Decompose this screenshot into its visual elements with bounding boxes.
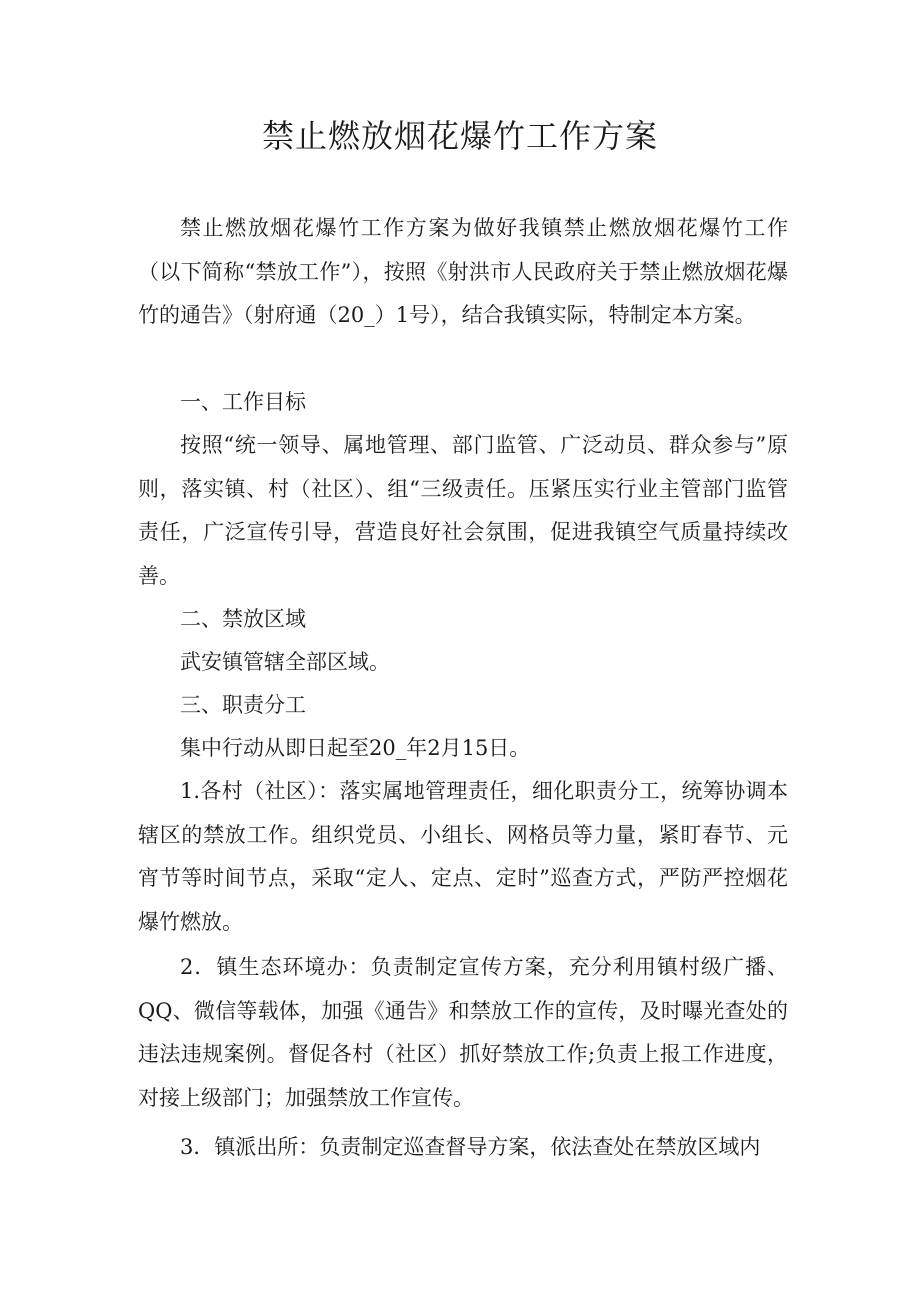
intro-paragraph: 禁止燃放烟花爆竹工作方案为做好我镇禁止燃放烟花爆竹工作（以下简称“禁放工作”），按照《射洪市人民政府关于禁止燃放烟花爆竹的通告》（射府通（20_）1号），结合我镇实际，特制定本方案。 <box>138 216 788 327</box>
area-paragraph: 武安镇管辖全部区域。 <box>180 650 390 674</box>
duty-item-police-station: 3．镇派出所：负责制定巡查督导方案，依法查处在禁放区域内 <box>180 1135 761 1159</box>
section-heading-goals: 一、工作目标 <box>180 390 306 414</box>
section-heading-duties: 三、职责分工 <box>180 693 306 717</box>
document-title: 禁止燃放烟花爆竹工作方案 <box>261 117 658 155</box>
goals-paragraph: 按照“统一领导、属地管理、部门监管、广泛动员、群众参与”原则，落实镇、村（社区）、组“三级责任。压紧压实行业主管部门监管责任，广泛宣传引导，营造良好社会氛围，促进我镇空气质量持续改善。 <box>138 433 788 588</box>
duty-item-environment-office: 2．镇生态环境办：负责制定宣传方案，充分利用镇村级广播、QQ、微信等载体，加强《通告》和禁放工作的宣传，及时曝光查处的违法违规案例。督促各村（社区）抓好禁放工作;负责上报工作进度，对接上级部门；加强禁放工作宣传。 <box>138 955 788 1110</box>
section-heading-area: 二、禁放区域 <box>180 607 306 631</box>
duty-item-villages: 1.各村（社区）：落实属地管理责任，细化职责分工，统筹协调本辖区的禁放工作。组织党员、小组长、网格员等力量，紧盯春节、元宵节等时间节点，采取“定人、定点、定时”巡查方式，严防严控烟花爆竹燃放。 <box>138 779 788 934</box>
duties-intro-paragraph: 集中行动从即日起至20_年2月15日。 <box>180 736 531 760</box>
